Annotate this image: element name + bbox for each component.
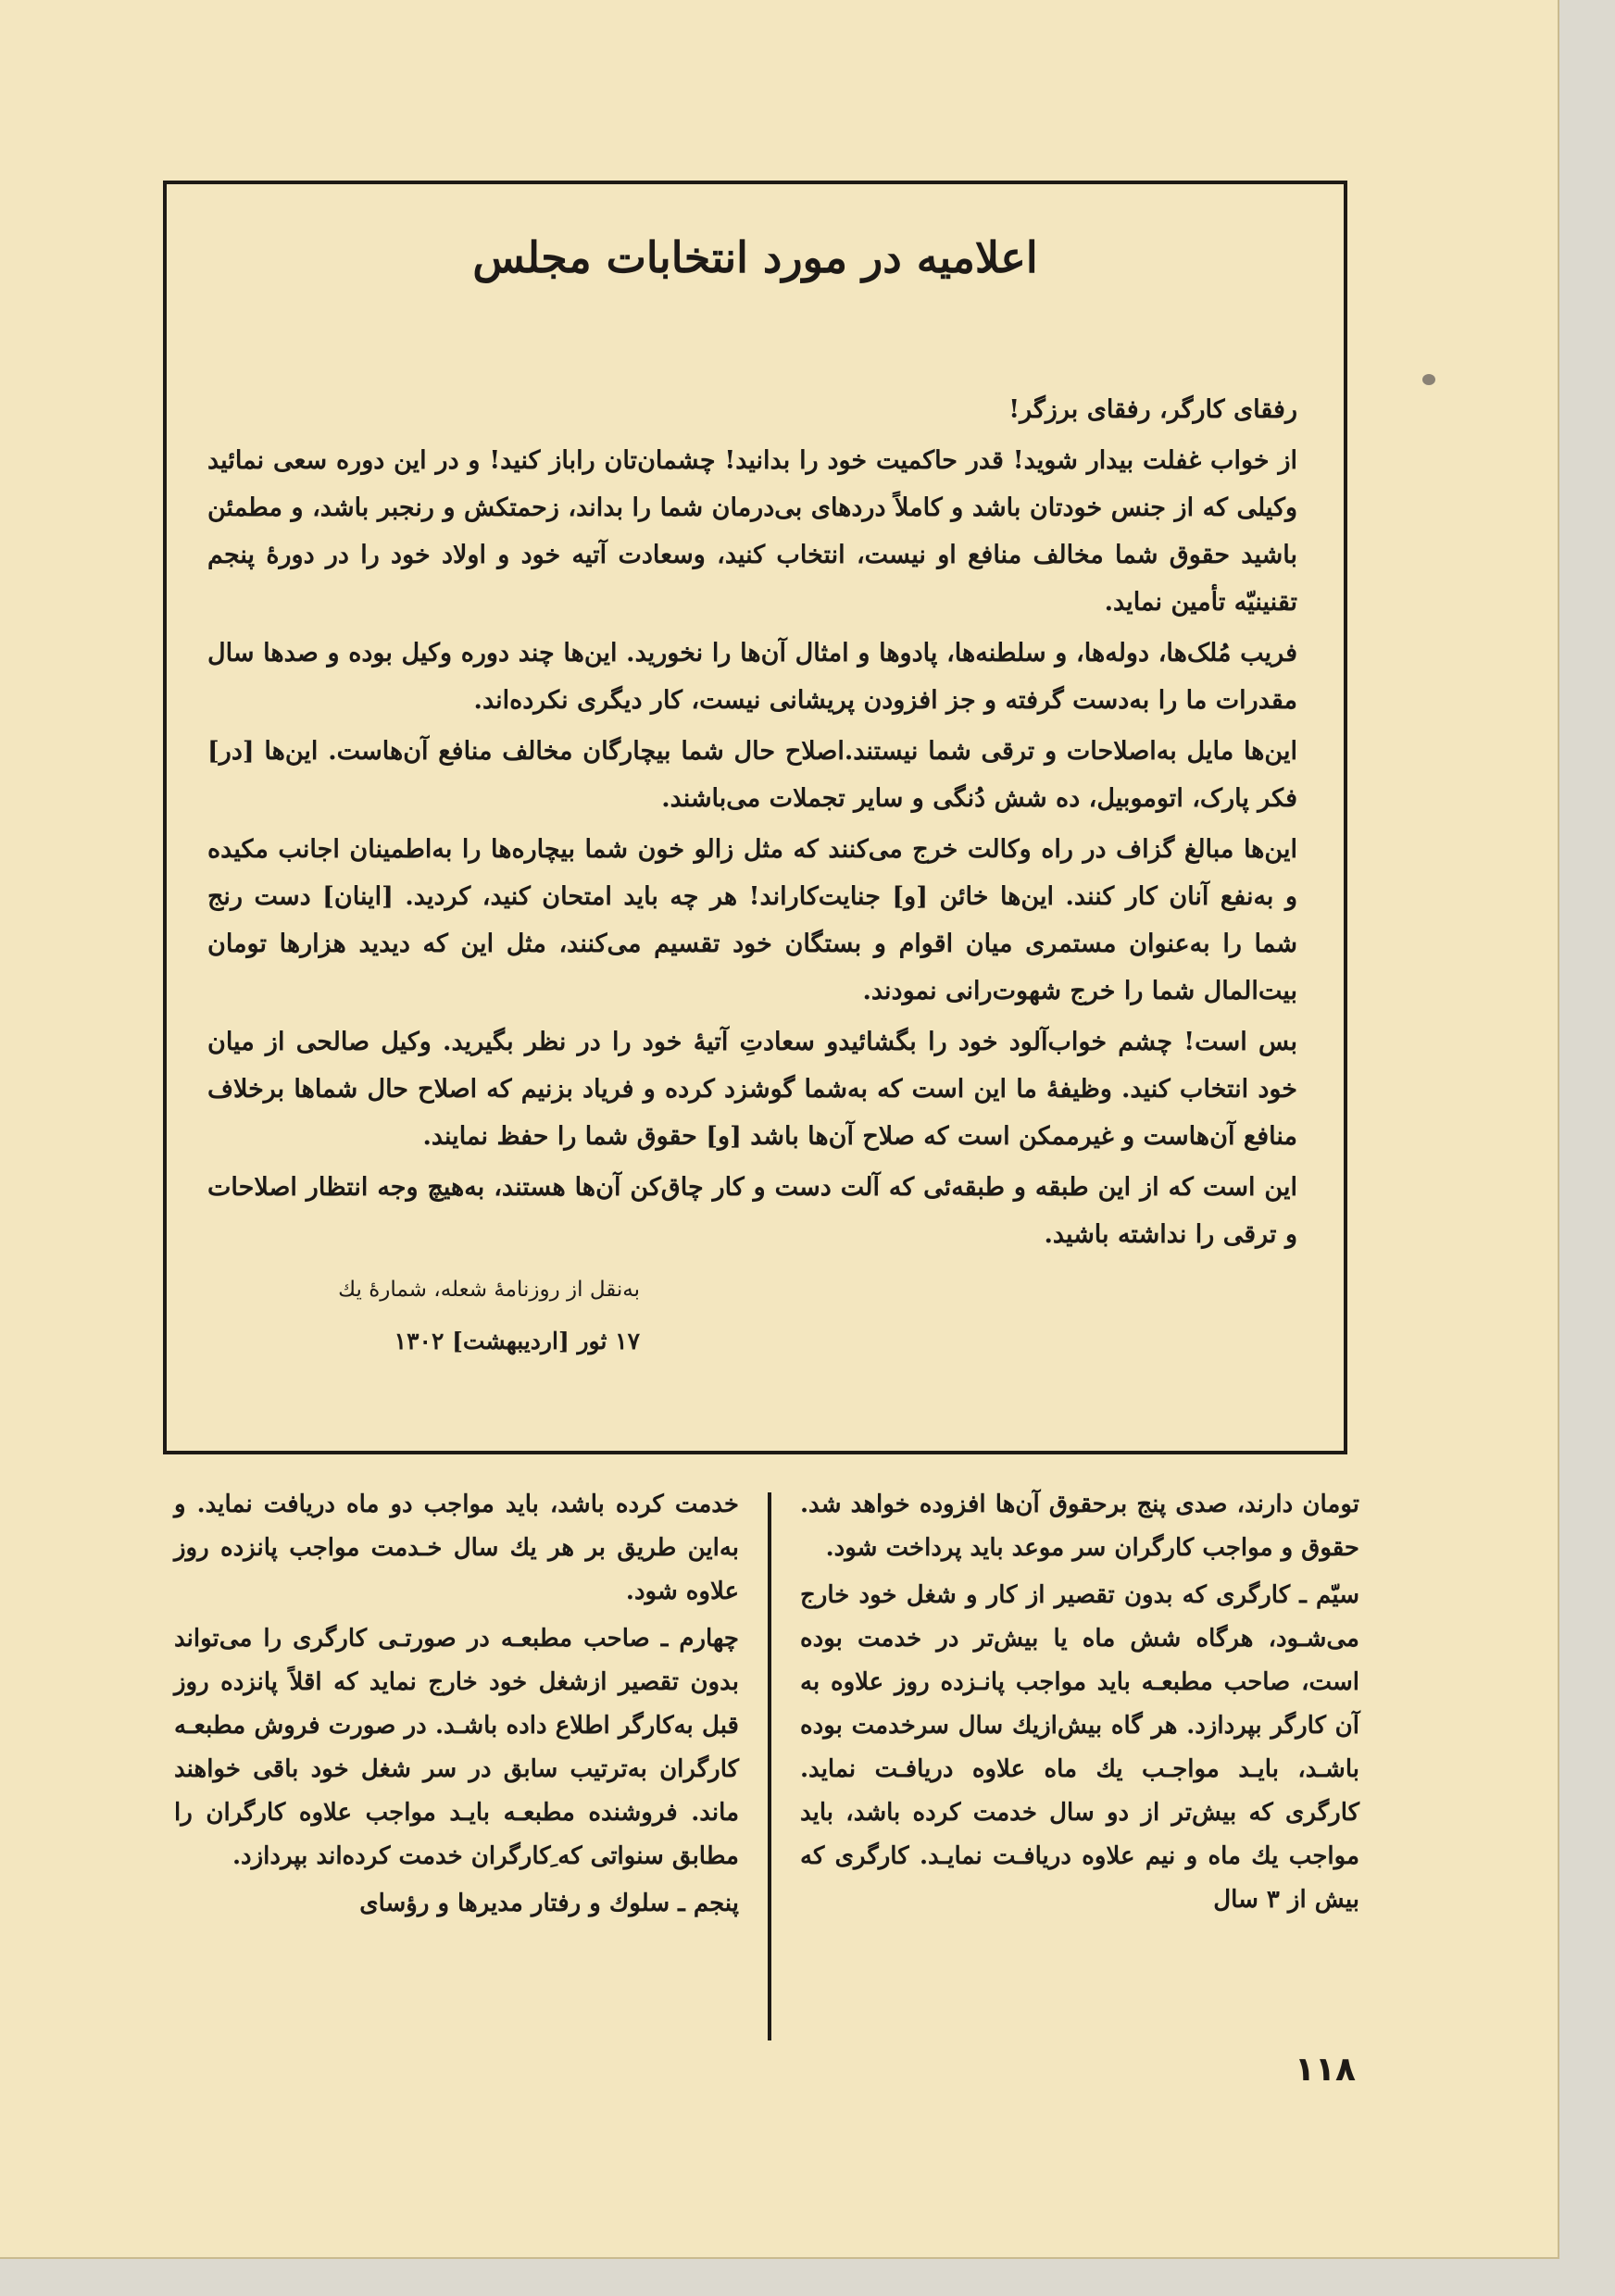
announcement-paragraph: رفقای کارگر، رفقای برزگر! [1008,395,1297,424]
announcement-body [207,386,1297,1262]
text-column-right [800,1483,1359,1926]
announcement-paragraph: این‌ها مایل به‌اصلاحات و ترقی شما نیستند.اصلاح حال شما بیچارگان مخالف منافع آن‌هاست. این‌ها [در] فکر پارک، اتوموبیل، ده شش دُنگی و سایر تجملات می‌باشند. [207,737,1297,813]
announcement-paragraph: از خواب غفلت بیدار شوید! قدر حاکمیت خود را بدانید! چشمان‌تان راباز کنید! و در این دوره سعی نمائید وکیلی که از جنس خودتان باشد و کاملاً دردهای بی‌درمان شما را بداند، زحمتکش و رنجبر باشد، و مطمئن باشید حقوق شما مخالف منافع او نیست، انتخاب کنید، وسعادت آتیه خود و اولاد خود را در دورهٔ پنجم تقنینیّه تأمین نماید. [207,446,1297,617]
column-paragraph: خدمت کرده باشد، باید مواجب دو ماه دریافت نماید. و به‌این طریق بر هر یك سال خـدمت مواجب پانزده روز علاوه شود. [174,1491,739,1605]
column-paragraph: سیّم ـ کارگری که بدون تقصیر از کار و شغل خود خارج می‌شـود، هرگاه شش ماه یا بیش‌تر در خدمت بوده است، صاحب مطبعـه باید مواجب پانـزده روز علاوه به آن کارگر بپردازد. هر گاه بیش‌ازیك سال سرخدمت بوده باشـد، بایـد مواجـب یك ماه علاوه دریافـت نماید. کارگری که بیش‌تر از دو سال خدمت کرده باشد، باید مواجب یك ماه و نیم علاوه دریافـت نمایـد. کارگری که بیش از ۳ سال [800,1581,1359,1914]
ink-speck [1422,374,1435,385]
page-number: ۱۱۸ [1295,2051,1356,2089]
announcement-title: اعلامیه در مورد انتخابات مجلس [472,232,1038,282]
column-paragraph: چهارم ـ صاحب مطبعـه در صورتـی کارگری را می‌تواند بدون تقصیر ازشغل خود خارج نماید که اقلاً پانزده روز قبل به‌کارگر اطلاع داده باشـد. در صورت فروش مطبعـه کارگران به‌ترتیب سابق در سر شغل خود باقی خواهند ماند. فروشنده مطبعـه بایـد مواجب علاوه کارگران را مطابق سنواتی که ِکارگران خدمت کرده‌اند بپردازد. [174,1625,739,1870]
column-paragraph: پنجم ـ سلوك و رفتار مدیرها و رؤسای [359,1890,739,1917]
announcement-paragraph: بس است! چشم خواب‌آلود خود را بگشائیدو سعادتِ آتیهٔ خود را در نظر بگیرید. وکیل صالحی از میان خود انتخاب کنید. وظیفهٔ ما این است که به‌شما گوشزد کرده و فریاد بزنیم که اصلاح حال شماها برخلاف منافع آن‌هاست و غیرممکن است که صلاح آن‌ها باشد [و] حقوق شما را حفظ نمایند. [207,1028,1297,1151]
announcement-box [163,181,1347,1454]
announcement-source [167,1273,1344,1358]
column-divider [768,1492,771,2040]
column-paragraph: تومان دارند، صدی پنج برحقوق آن‌ها افزوده خواهد شد. حقوق و مواجب کارگران سر موعد باید پرداخت شود. [800,1491,1359,1562]
announcement-paragraph: این‌ها مبالغ گزاف در راه وکالت خرج می‌کنند که مثل زالو خون شما بیچاره‌ها را به‌اطمینان اجانب مکیده و به‌نفع آنان کار کنند. این‌ها خائن [و] جنایت‌کاراند! هر چه باید امتحان کنید، کردید. [اینان] دست رنج شما را به‌عنوان مستمری میان اقوام و بستگان خود تقسیم می‌کنند، مثل این که دیدید هزارها تومان بیت‌المال شما را خرج شهوت‌رانی نمودند. [207,835,1297,1005]
source-date: ۱۷ ثور [اردیبهشت] ۱۳۰۲ [394,1328,640,1354]
source-line: به‌نقل از روزنامهٔ شعله، شمارهٔ یك [338,1278,640,1302]
announcement-paragraph: فریب مُلک‌ها، دوله‌ها، و سلطنه‌ها، پادوها و امثال آن‌ها را نخورید. این‌ها چند دوره وکیل بوده و صدها سال مقدرات ما را به‌دست گرفته و جز افزودن پریشانی نیست، کار دیگری نکرده‌اند. [207,639,1297,715]
announcement-paragraph: این است که از این طبقه و طبقه‌ئی که آلت دست و کار چاق‌کن آن‌ها هستند، به‌هیچ وجه انتظار اصلاحات و ترقی را نداشته باشید. [207,1173,1297,1249]
text-column-left [174,1483,739,1929]
